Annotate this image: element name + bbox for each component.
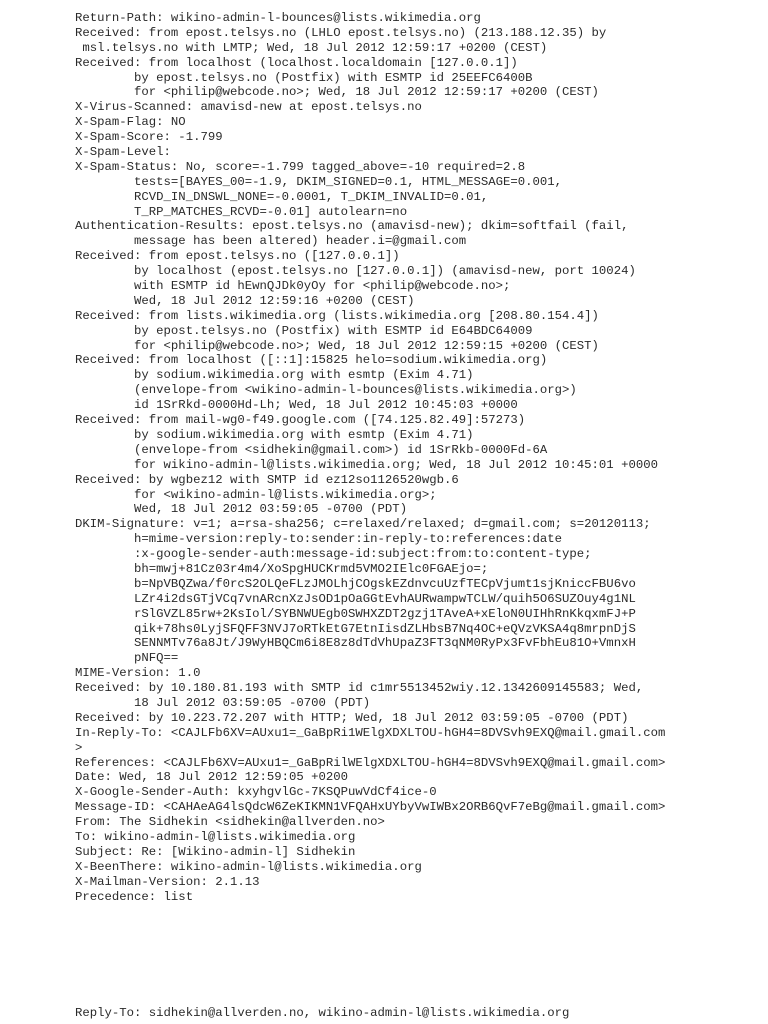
header-line: RCVD_IN_DNSWL_NONE=-0.0001, T_DKIM_INVALID=0.01, — [75, 189, 489, 204]
header-line: X-Mailman-Version: 2.1.13 — [75, 874, 260, 889]
header-line: Subject: Re: [Wikino-admin-l] Sidhekin — [75, 844, 356, 859]
header-line: References: <CAJLFb6XV=AUxu1=_GaBpRilWElgXDXLTOU-hGH4=8DVSvh9EXQ@mail.gmail.com> — [75, 755, 666, 770]
header-line: DKIM-Signature: v=1; a=rsa-sha256; c=relaxed/relaxed; d=gmail.com; s=20120113; — [75, 517, 651, 532]
header-line: Received: from mail-wg0-f49.google.com ([74.125.82.49]:57273) — [75, 413, 526, 428]
header-line: Wed, 18 Jul 2012 03:59:05 -0700 (PDT) — [75, 502, 408, 517]
header-line: id 1SrRkd-0000Hd-Lh; Wed, 18 Jul 2012 10:45:03 +0000 — [75, 398, 518, 413]
header-line: From: The Sidhekin <sidhekin@allverden.no> — [75, 815, 385, 830]
header-line: msl.telsys.no with LMTP; Wed, 18 Jul 2012 12:59:17 +0200 (CEST) — [75, 40, 548, 55]
header-line: by epost.telsys.no (Postfix) with ESMTP id E64BDC64009 — [75, 323, 533, 338]
header-line: for wikino-admin-l@lists.wikimedia.org; Wed, 18 Jul 2012 10:45:01 +0000 — [75, 457, 658, 472]
header-line: message has been altered) header.i=@gmail.com — [75, 234, 467, 249]
header-line: for <wikino-admin-l@lists.wikimedia.org>; — [75, 487, 437, 502]
header-line: :x-google-sender-auth:message-id:subject:from:to:content-type; — [75, 547, 592, 562]
header-line: LZr4i2dsGTjVCq7vnARcnXzJsOD1pOaGGtEvhAURwampwTCLW/quih5O6SUZOuy4g1NL — [75, 591, 636, 606]
header-line: qik+78hs0LyjSFQFF3NVJ7oRTkEtG7EtnIisdZLHbsB7Nq4OC+eQVzVKSA4q8mrpnDjS — [75, 621, 636, 636]
header-line: (envelope-from <wikino-admin-l-bounces@lists.wikimedia.org>) — [75, 383, 577, 398]
header-line: X-BeenThere: wikino-admin-l@lists.wikimedia.org — [75, 859, 422, 874]
header-line: Received: from epost.telsys.no ([127.0.0.1]) — [75, 249, 400, 264]
header-line: Received: from lists.wikimedia.org (lists.wikimedia.org [208.80.154.4]) — [75, 308, 599, 323]
header-line: (envelope-from <sidhekin@gmail.com>) id 1SrRkb-0000Fd-6A — [75, 442, 548, 457]
header-line: > — [75, 740, 83, 755]
header-line: tests=[BAYES_00=-1.9, DKIM_SIGNED=0.1, HTML_MESSAGE=0.001, — [75, 174, 563, 189]
header-line: X-Spam-Status: No, score=-1.799 tagged_above=-10 required=2.8 — [75, 159, 526, 174]
header-line: with ESMTP id hEwnQJDk0yOy for <philip@webcode.no>; — [75, 279, 511, 294]
header-line: h=mime-version:reply-to:sender:in-reply-to:references:date — [75, 532, 563, 547]
header-line: Authentication-Results: epost.telsys.no (amavisd-new); dkim=softfail (fail, — [75, 219, 629, 234]
header-line: Received: from localhost (localhost.localdomain [127.0.0.1]) — [75, 55, 518, 70]
header-line: MIME-Version: 1.0 — [75, 666, 201, 681]
header-line: 18 Jul 2012 03:59:05 -0700 (PDT) — [75, 695, 371, 710]
header-line: X-Virus-Scanned: amavisd-new at epost.telsys.no — [75, 100, 422, 115]
header-line: b=NpVBQZwa/f0rcS2OLQeFLzJMOLhjCOgskEZdnvcuUzfTECpVjumt1sjKniccFBU6vo — [75, 576, 636, 591]
header-line: bh=mwj+81Cz03r4m4/XoSpgHUCKrmd5VMO2IElc0FGAEjo=; — [75, 561, 489, 576]
header-line: for <philip@webcode.no>; Wed, 18 Jul 2012 12:59:15 +0200 (CEST) — [75, 338, 599, 353]
header-line: In-Reply-To: <CAJLFb6XV=AUxu1=_GaBpRi1WElgXDXLTOU-hGH4=8DVSvh9EXQ@mail.gmail.com — [75, 725, 666, 740]
header-line: Received: by 10.223.72.207 with HTTP; Wed, 18 Jul 2012 03:59:05 -0700 (PDT) — [75, 710, 629, 725]
header-line: X-Spam-Flag: NO — [75, 115, 186, 130]
header-line: SENNMTv76a8Jt/J9WyHBQCm6i8E8z8dTdVhUpaZ3FT3qNM0RyPx3FvFbhEu81O+VmnxH — [75, 636, 636, 651]
header-line: by sodium.wikimedia.org with esmtp (Exim 4.71) — [75, 368, 474, 383]
header-line: Received: by 10.180.81.193 with SMTP id c1mr5513452wiy.12.1342609145583; Wed, — [75, 681, 644, 696]
header-line: X-Google-Sender-Auth: kxyhgvlGc-7KSQPuwVdCf4ice-0 — [75, 785, 437, 800]
reply-to-header: Reply-To: sidhekin@allverden.no, wikino-admin-l@lists.wikimedia.org — [75, 1006, 570, 1020]
header-line: Wed, 18 Jul 2012 12:59:16 +0200 (CEST) — [75, 293, 415, 308]
header-line: To: wikino-admin-l@lists.wikimedia.org — [75, 829, 356, 844]
header-line: X-Spam-Level: — [75, 145, 171, 160]
header-line: Return-Path: wikino-admin-l-bounces@lists.wikimedia.org — [75, 11, 481, 25]
header-line: pNFQ== — [75, 651, 179, 666]
header-line: by sodium.wikimedia.org with esmtp (Exim 4.71) — [75, 427, 474, 442]
header-line: T_RP_MATCHES_RCVD=-0.01] autolearn=no — [75, 204, 408, 219]
header-line: X-Spam-Score: -1.799 — [75, 130, 223, 145]
header-line: rSlGVZL85rw+2KsIol/SYBNWUEgb0SWHXZDT2gzj1TAveA+xEloN0UIHhRnKkqxmFJ+P — [75, 606, 636, 621]
header-line: Message-ID: <CAHAeAG4lsQdcW6ZeKIKMN1VFQAHxUYbyVwIWBx2ORB6QvF7eBg@mail.gmail.com> — [75, 800, 666, 815]
header-line: by localhost (epost.telsys.no [127.0.0.1]) (amavisd-new, port 10024) — [75, 264, 636, 279]
header-line: Received: by wgbez12 with SMTP id ez12so1126520wgb.6 — [75, 472, 459, 487]
header-line: Received: from localhost ([::1]:15825 helo=sodium.wikimedia.org) — [75, 353, 548, 368]
header-line: for <philip@webcode.no>; Wed, 18 Jul 2012 12:59:17 +0200 (CEST) — [75, 85, 599, 100]
header-line: Date: Wed, 18 Jul 2012 12:59:05 +0200 — [75, 770, 349, 785]
email-headers — [75, 11, 765, 904]
header-line: Received: from epost.telsys.no (LHLO epost.telsys.no) (213.188.12.35) by — [75, 25, 607, 40]
header-line: Precedence: list — [75, 889, 194, 904]
header-line: by epost.telsys.no (Postfix) with ESMTP id 25EEFC6400B — [75, 70, 533, 85]
